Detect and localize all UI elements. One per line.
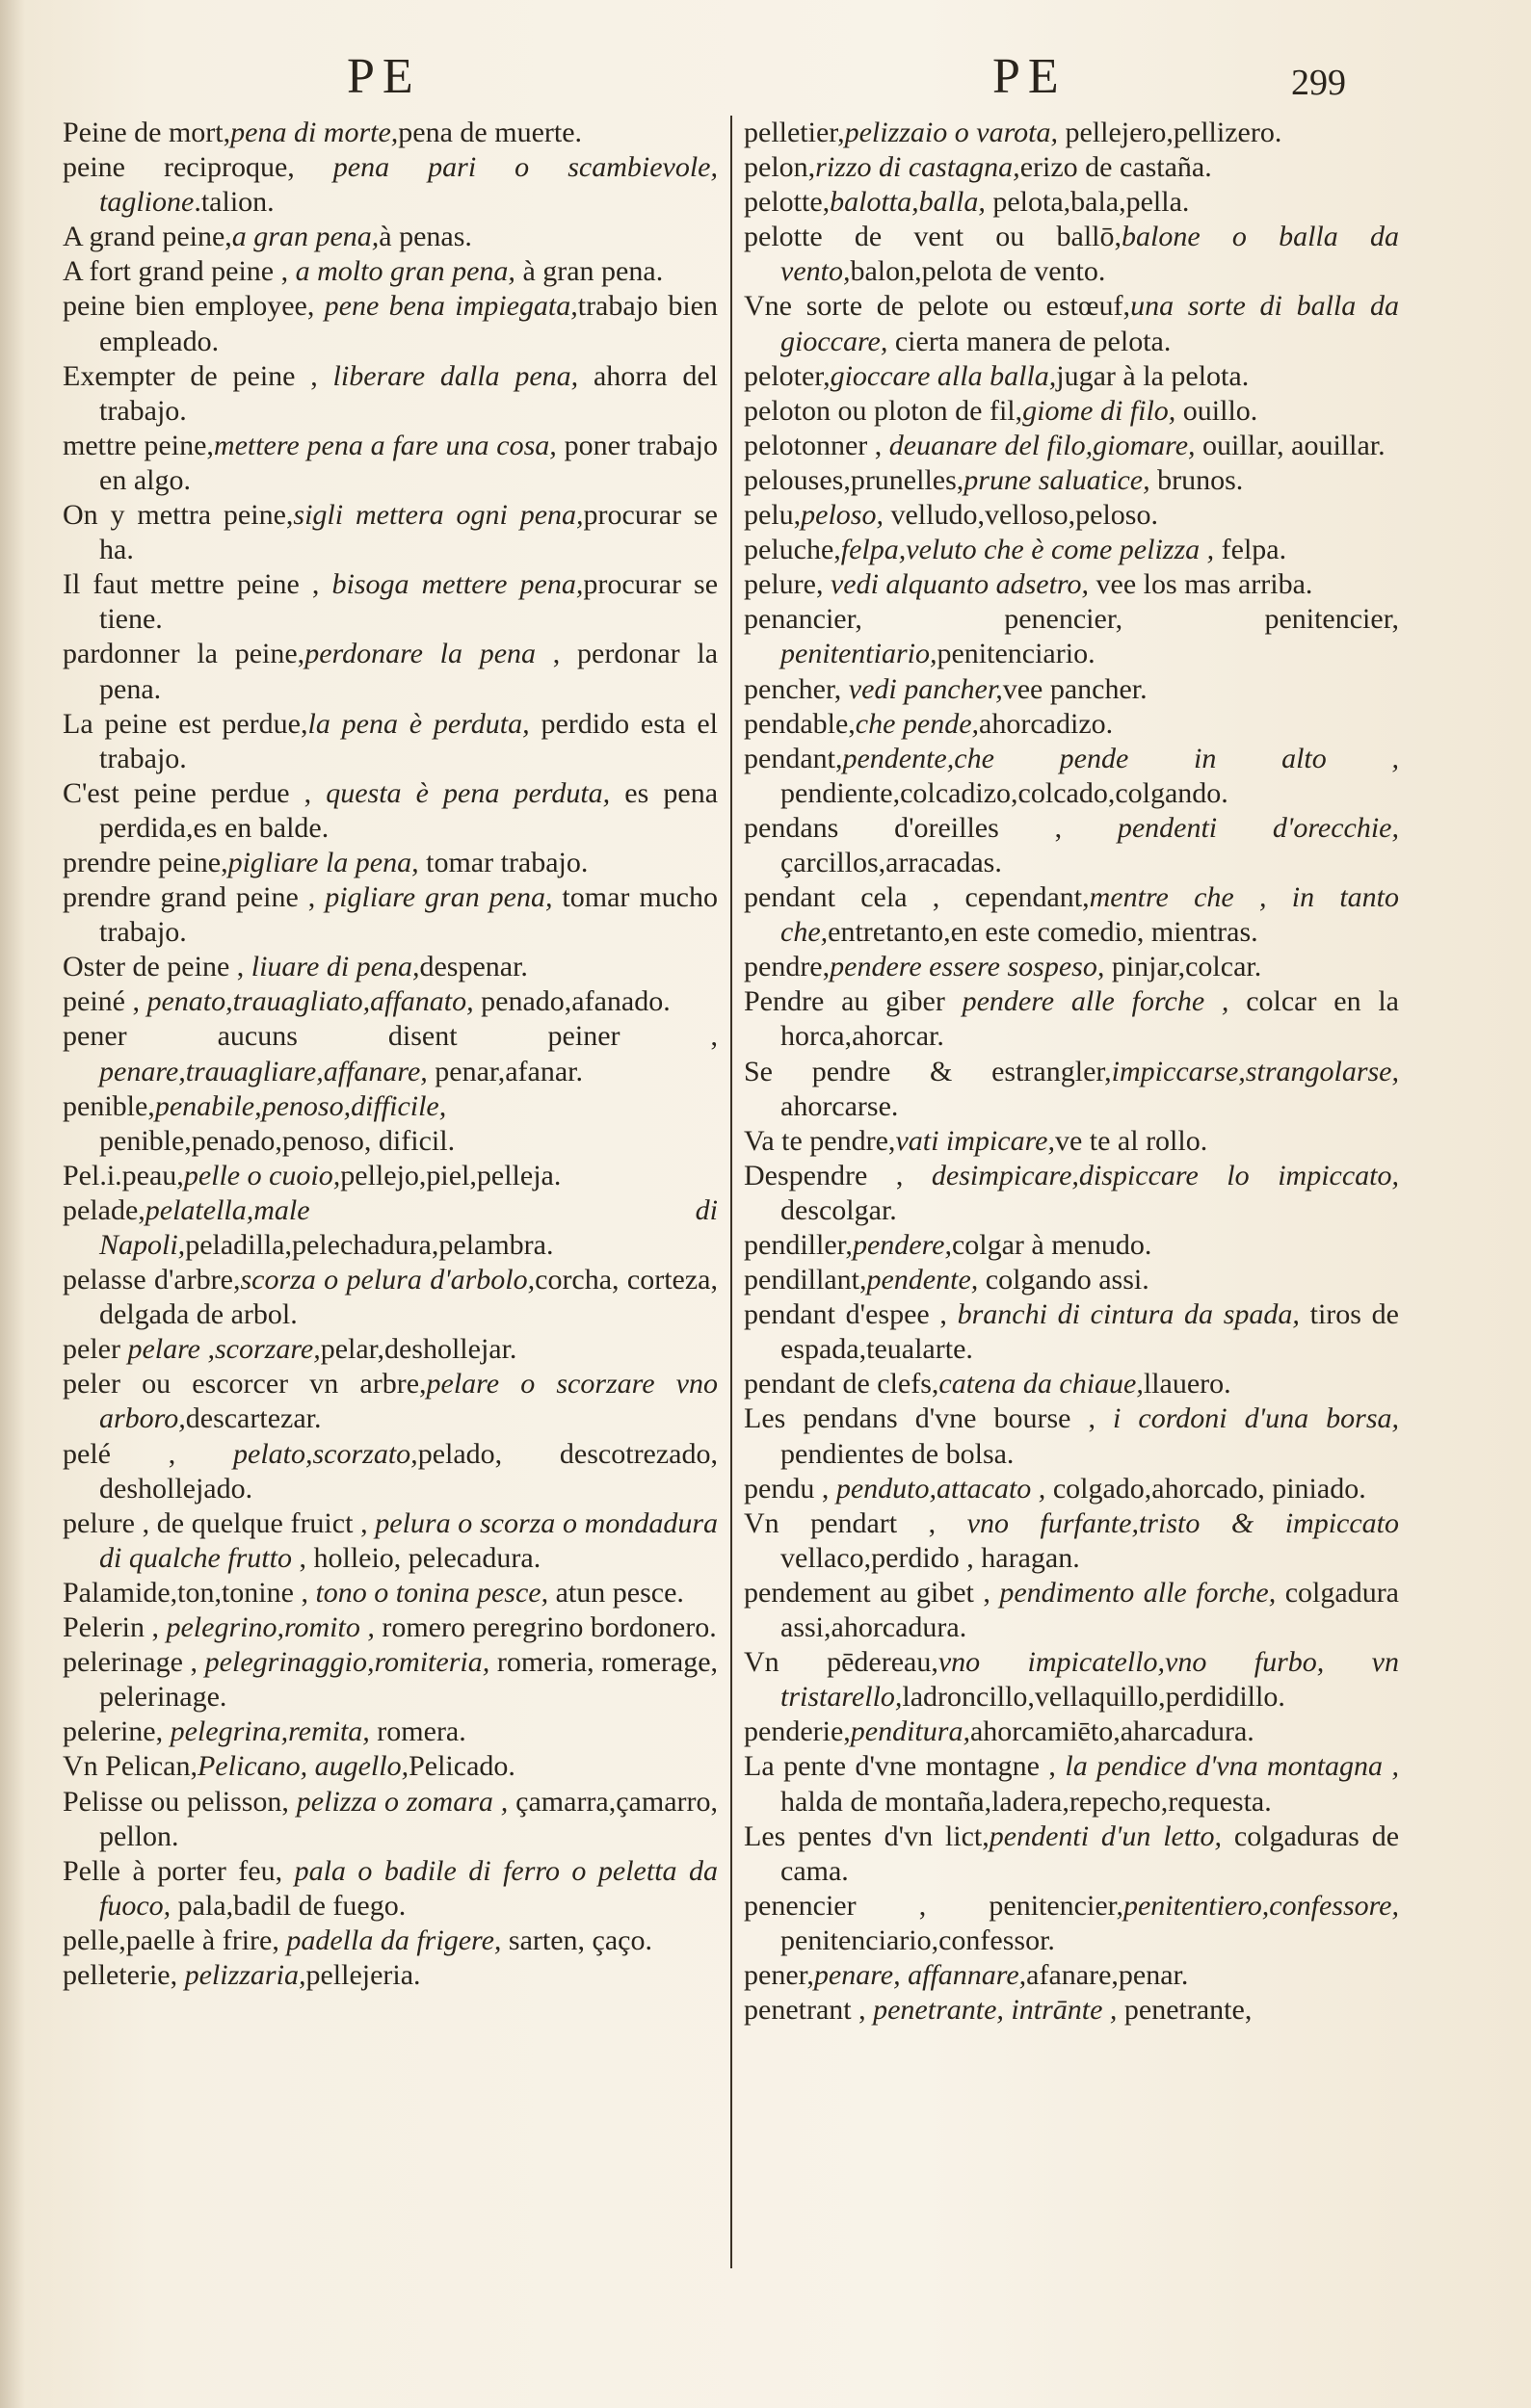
dictionary-entry [63, 220, 718, 254]
entry-italian: penitentiario, [780, 638, 937, 670]
dictionary-entry [63, 429, 718, 498]
entry-french: pelure , de quelque fruict , [63, 1506, 376, 1539]
entry-italian: a molto gran pena, [295, 255, 515, 288]
entry-french: Vn Pelican, [63, 1750, 198, 1783]
left-column [63, 116, 718, 1993]
dictionary-entry [63, 1610, 718, 1645]
dictionary-entry [744, 116, 1399, 150]
entry-italian: a gran pena, [231, 221, 380, 253]
dictionary-entry [63, 1019, 718, 1088]
entry-french: peler ou escorcer vn arbre, [63, 1368, 427, 1400]
dictionary-entry [63, 254, 718, 289]
entry-spanish: procurar se tiene. [99, 568, 719, 636]
entry-italian: balotta,balla, [830, 186, 986, 219]
entry-spanish: velludo,velloso,peloso. [883, 499, 1158, 532]
dictionary-entry [63, 846, 718, 880]
dictionary-entry [744, 1506, 1399, 1576]
entry-french: Vn pendart , [744, 1506, 967, 1539]
running-head-left: PE [347, 49, 421, 104]
entry-spanish: pala,badil de fuego. [171, 1889, 407, 1922]
dictionary-entry [744, 1714, 1399, 1749]
entry-spanish: , holleio, pelecadura. [291, 1541, 541, 1574]
entry-spanish: vee los mas arriba. [1089, 568, 1313, 601]
entry-french: pelotte de vent ou ballō, [744, 221, 1122, 253]
entry-french: pelotte, [744, 186, 831, 219]
entry-spanish: penado,afanado. [473, 985, 671, 1018]
entry-italian: pendere, [852, 1229, 952, 1261]
entry-french: pelade, [63, 1193, 145, 1226]
entry-spanish: romera. [369, 1715, 466, 1748]
entry-spanish: ouillo. [1175, 394, 1258, 427]
entry-french: A grand peine, [63, 221, 232, 253]
entry-spanish: peladilla,pelechadura,pelambra. [185, 1229, 554, 1261]
entry-french: Pel.i.peau, [63, 1159, 184, 1191]
dictionary-entry [63, 1749, 718, 1784]
entry-french: Vn pēdereau, [744, 1646, 938, 1679]
dictionary-entry [63, 1193, 718, 1263]
dictionary-entry [63, 776, 718, 846]
dictionary-entry [63, 950, 718, 984]
entry-spanish: colgando assi. [978, 1264, 1149, 1296]
entry-french: Exempter de peine , [63, 359, 333, 392]
entry-italian: penditura, [850, 1715, 970, 1748]
dictionary-entry [744, 1958, 1399, 1993]
entry-spanish: corcha, corteza, delgada de arbol. [99, 1264, 718, 1331]
entry-italian: pendenti d'un letto, [989, 1819, 1223, 1852]
entry-italian: pelegrino,romito , [166, 1611, 375, 1644]
entry-italian: pelare ,scorzare, [127, 1333, 321, 1366]
dictionary-entry [744, 1401, 1399, 1471]
entry-french: pelu, [744, 499, 802, 532]
entry-french: Palamide,ton,tonine , [63, 1576, 316, 1609]
entry-spanish: pinjar,colcar. [1104, 951, 1262, 983]
entry-spanish: trabajo bien empleado. [99, 290, 718, 357]
dictionary-entry [744, 289, 1399, 358]
entry-italian: pelizzaio o varota, [844, 117, 1058, 148]
entry-spanish: descolgar. [780, 1193, 897, 1226]
entry-french: A fort grand peine , [63, 255, 296, 288]
entry-spanish: , perdonar la pena. [99, 638, 719, 705]
entry-spanish: romeria, romerage, pelerinage. [99, 1646, 719, 1714]
entry-french: penencier , penitencier, [744, 1889, 1123, 1922]
entry-italian: pelura o scorza o mondadura di qualche frutto [99, 1506, 718, 1574]
entry-french: La pente d'vne montagne , [744, 1750, 1066, 1783]
entry-italian: penabile,penoso,difficile, [154, 1089, 447, 1122]
dictionary-entry [744, 1819, 1399, 1889]
dictionary-entry [63, 637, 718, 706]
dictionary-entry [63, 1854, 718, 1924]
entry-italian: tono o tonina pesce, [315, 1576, 549, 1609]
entry-italian: sigli mettera ogni pena, [293, 499, 584, 532]
dictionary-entry [744, 1993, 1399, 2028]
entry-italian: branchi di cintura da spada, [957, 1298, 1300, 1331]
entry-spanish: çamarra,çamarro, pellon. [99, 1785, 718, 1852]
dictionary-entry [63, 984, 718, 1019]
entry-french: C'est peine perdue , [63, 776, 327, 809]
entry-french: pelerine, [63, 1715, 171, 1748]
entry-italian: pendimento alle forche, [999, 1576, 1277, 1609]
entry-french: On y mettra peine, [63, 499, 294, 532]
entry-italian: mettere pena a fare una cosa, [213, 429, 557, 461]
entry-french: Pendre au giber [744, 985, 963, 1018]
entry-spanish: colgadura assi,ahorcadura. [780, 1576, 1399, 1644]
entry-italian: pena pari o scambievole, taglione [99, 151, 718, 219]
dictionary-entry [63, 1367, 718, 1436]
dictionary-entry [63, 1437, 718, 1506]
dictionary-entry [63, 116, 718, 150]
entry-italian: vati impicare, [895, 1124, 1055, 1157]
entry-italian: balone o balla da vento, [780, 221, 1399, 288]
dictionary-entry [744, 359, 1399, 394]
entry-spanish: ahorcadizo. [979, 707, 1114, 740]
entry-french: penancier, penencier, penitencier, [744, 603, 1399, 636]
entry-french: Les pentes d'vn lict, [744, 1819, 990, 1852]
entry-spanish: afanare,penar. [1026, 1958, 1189, 1991]
entry-french: Il faut mettre peine , [63, 568, 332, 601]
entry-italian: impiccarse,strangolarse, [1111, 1055, 1399, 1087]
entry-italian: questa è pena perduta, [326, 776, 611, 809]
entry-spanish: balon,pelota de vento. [850, 255, 1106, 288]
entry-spanish: à penas. [379, 221, 472, 253]
dictionary-entry [63, 1958, 718, 1993]
entry-french: peine bien employee, [63, 290, 325, 323]
entry-italian: pendere alle forche , [962, 985, 1229, 1018]
entry-italian: i cordoni d'una borsa, [1113, 1402, 1399, 1435]
entry-french: Vne sorte de pelote ou estœuf, [744, 290, 1131, 323]
entry-spanish: llauero. [1143, 1368, 1231, 1400]
entry-italian: peloso, [801, 499, 884, 532]
entry-italian: pelegrinaggio,romiteria, [204, 1646, 490, 1679]
entry-spanish: vee pancher. [1002, 672, 1148, 705]
entry-italian: pendenti d'orecchie, [1117, 811, 1399, 844]
entry-french: prendre grand peine , [63, 881, 326, 914]
entry-spanish: tomar mucho trabajo. [99, 881, 718, 949]
entry-french: Les pendans d'vne bourse , [744, 1402, 1114, 1435]
dictionary-entry [744, 742, 1399, 811]
dictionary-entry [744, 1889, 1399, 1958]
entry-italian: perdonare la pena [304, 638, 537, 670]
entry-italian: pigliare gran pena, [325, 881, 553, 914]
entry-spanish: romero peregrino bordonero. [374, 1611, 717, 1644]
dictionary-entry [63, 1924, 718, 1958]
entry-italian: pelatella,male di Napoli, [99, 1193, 718, 1261]
entry-italian: felpa,veluto che è come pelizza , [840, 534, 1215, 566]
entry-spanish: colgado,ahorcado, piniado. [1045, 1472, 1366, 1505]
entry-italian: vedi pancher, [848, 672, 1003, 705]
dictionary-entry [744, 880, 1399, 950]
entry-spanish: penetrante, [1117, 1994, 1253, 2027]
entry-french: pelasse d'arbre, [63, 1264, 241, 1296]
entry-spanish: penitenciario,confessor. [780, 1924, 1055, 1956]
entry-italian: giome di filo, [1022, 394, 1176, 427]
entry-spanish: procurar se ha. [99, 499, 718, 566]
entry-spanish: ouillar, aouillar. [1195, 429, 1386, 461]
entry-italian: catena da chiaue, [938, 1368, 1144, 1400]
dictionary-entry [744, 1124, 1399, 1159]
entry-french: peine reciproque, [63, 151, 333, 184]
entry-italian: la pena è perduta, [307, 707, 530, 740]
dictionary-entry [63, 880, 718, 950]
dictionary-entry [63, 567, 718, 637]
entry-italian: liberare dalla pena, [332, 359, 579, 392]
entry-italian: padella da frigere, [286, 1924, 502, 1956]
dictionary-entry [744, 533, 1399, 567]
entry-spanish: descartezar. [185, 1402, 322, 1435]
entry-spanish: cierta manera de pelota. [887, 325, 1172, 357]
entry-spanish: atun pesce. [548, 1576, 684, 1609]
entry-french: pelleterie, [63, 1958, 185, 1991]
entry-french: pendant cela , cependant, [744, 881, 1090, 914]
dictionary-entry [63, 1089, 718, 1159]
entry-french: Pelerin , [63, 1611, 167, 1644]
entry-italian: desimpicare,dispiccare lo impiccato, [931, 1159, 1399, 1191]
entry-french: penetrant , [744, 1994, 874, 2027]
entry-french: pendillant, [744, 1264, 867, 1296]
entry-french: penderie, [744, 1715, 851, 1748]
dictionary-entry [63, 1159, 718, 1193]
entry-spanish: colcar en la horca,ahorcar. [780, 985, 1399, 1053]
entry-spanish: penar,afanar. [427, 1055, 583, 1087]
entry-spanish: ladroncillo,vellaquillo,perdidillo. [902, 1681, 1285, 1714]
entry-spanish: ve te al rollo. [1054, 1124, 1208, 1157]
entry-french: Pelle à porter feu, [63, 1854, 295, 1887]
dictionary-entry [744, 811, 1399, 880]
entry-french: Peine de mort, [63, 117, 231, 148]
dictionary-entry [744, 150, 1399, 185]
entry-spanish: perdido esta el trabajo. [99, 707, 718, 774]
entry-french: Despendre , [744, 1159, 932, 1191]
entry-italian: liuare di pena, [251, 951, 420, 983]
dictionary-entry [744, 463, 1399, 498]
entry-spanish: pendientes de bolsa. [780, 1437, 1015, 1470]
entry-spanish: pelar,deshollejar. [320, 1333, 517, 1366]
entry-spanish: sarten, çaço. [501, 1924, 652, 1956]
entry-french: pendable, [744, 707, 856, 740]
entry-spanish: jugar à la pelota. [1056, 359, 1250, 392]
entry-french: penible, [63, 1089, 155, 1122]
entry-italian: pelare o scorzare vno arboro, [99, 1368, 718, 1435]
entry-french: Pelisse ou pelisson, [63, 1785, 297, 1818]
entry-italian: penetrante, intrānte , [873, 1994, 1118, 2027]
entry-french: pendant, [744, 742, 843, 774]
entry-italian: penduto,attacato , [835, 1472, 1046, 1505]
entry-italian: bisoga mettere pena, [331, 568, 584, 601]
entry-french: Se pendre & estrangler, [744, 1055, 1112, 1087]
entry-french: pelé , [63, 1437, 234, 1470]
entry-spanish: pelado, descotrezado, deshollejado. [99, 1437, 719, 1505]
running-head-right: PE [992, 49, 1067, 104]
column-divider [730, 116, 732, 2268]
dictionary-entry [63, 359, 718, 429]
dictionary-entry [744, 567, 1399, 602]
entry-spanish: ahorcarse. [780, 1089, 899, 1122]
entry-french: pendre, [744, 951, 831, 983]
dictionary-entry [744, 185, 1399, 220]
entry-french: pendiller, [744, 1229, 853, 1261]
entry-italian: Pelicano, augello, [197, 1750, 409, 1783]
entry-french: pendant d'espee , [744, 1298, 958, 1331]
entry-spanish: felpa. [1214, 534, 1287, 566]
entry-italian: pene bena impiegata, [324, 290, 578, 323]
entry-french: pardonner la peine, [63, 638, 305, 670]
entry-italian: pendente,che pende in alto , [842, 742, 1399, 774]
entry-italian: vedi alquanto adsetro, [830, 568, 1089, 601]
entry-spanish: pendiente,colcadizo,colcado,colgando. [780, 776, 1228, 809]
entry-spanish: brunos. [1149, 463, 1244, 496]
dictionary-entry [63, 1645, 718, 1714]
dictionary-entry [744, 602, 1399, 671]
entry-spanish: poner trabajo en algo. [99, 429, 718, 496]
entry-french: pener aucuns disent peiner , [63, 1020, 718, 1053]
entry-italian: la pendice d'vna montagna , [1065, 1750, 1399, 1783]
entry-italian: scorza o pelura d'arbolo, [240, 1264, 536, 1296]
dictionary-entry [63, 1785, 718, 1854]
dictionary-entry [744, 1472, 1399, 1506]
entry-spanish: à gran pena. [515, 255, 664, 288]
entry-french: pelletier, [744, 117, 845, 148]
dictionary-entry [744, 672, 1399, 707]
dictionary-entry [744, 1228, 1399, 1263]
entry-italian: pelizzaria, [184, 1958, 306, 1991]
entry-italian: rizzo di castagna, [815, 151, 1020, 184]
entry-italian: pelato,scorzato, [233, 1437, 418, 1470]
dictionary-entry [63, 498, 718, 567]
entry-spanish: erizo de castaña. [1019, 151, 1212, 184]
entry-spanish: tomar trabajo. [418, 846, 589, 878]
dictionary-entry [744, 220, 1399, 289]
entry-italian: una sorte di balla da gioccare, [780, 290, 1399, 357]
entry-italian: pigliare la pena, [227, 846, 419, 878]
entry-italian: pelle o cuoio, [183, 1159, 341, 1191]
entry-italian: che pende, [855, 707, 980, 740]
entry-spanish: pena de muerte. [398, 117, 583, 148]
entry-french: Va te pendre, [744, 1124, 896, 1157]
entry-french: pendans d'oreilles , [744, 811, 1118, 844]
entry-spanish: pellejero,pellizero. [1057, 117, 1282, 148]
entry-italian: penare,trauagliare,affanare, [99, 1055, 428, 1087]
entry-italian: penitentiero,confessore, [1122, 1889, 1399, 1922]
entry-french: pelerinage , [63, 1646, 205, 1679]
dictionary-entry [744, 950, 1399, 984]
entry-spanish: penible,penado,penoso, dificil. [99, 1124, 456, 1157]
entry-french: pelouses,prunelles, [744, 463, 964, 496]
entry-spanish: Pelicado. [409, 1750, 515, 1783]
entry-spanish: çarcillos,arracadas. [780, 846, 1002, 878]
dictionary-entry [744, 707, 1399, 742]
dictionary-entry [744, 984, 1399, 1054]
dictionary-entry [744, 1263, 1399, 1297]
entry-french: peluche, [744, 534, 841, 566]
entry-italian: penato,trauagliato,affanato, [146, 985, 474, 1018]
entry-french: pendement au gibet , [744, 1576, 1000, 1609]
entry-italian: penare, affannare, [813, 1958, 1027, 1991]
dictionary-entry [63, 289, 718, 358]
entry-french: mettre peine, [63, 429, 214, 461]
dictionary-entry [744, 1297, 1399, 1367]
entry-french: pendant de clefs, [744, 1368, 939, 1400]
entry-french: peloton ou ploton de fil, [744, 394, 1023, 427]
dictionary-entry [63, 1714, 718, 1749]
entry-italian: gioccare alla balla, [830, 359, 1057, 392]
entry-italian: vno impicatello,vno furbo, vn tristarello, [780, 1646, 1399, 1714]
entry-spanish: ahorra del trabajo. [99, 359, 718, 427]
entry-spanish: es pena perdida,es en balde. [99, 776, 719, 844]
dictionary-entry [63, 1263, 718, 1332]
entry-french: pelotonner , [744, 429, 889, 461]
dictionary-entry [744, 1367, 1399, 1401]
entry-italian: pelegrina,remita, [170, 1715, 370, 1748]
right-column [744, 116, 1399, 2028]
entry-italian: deuanare del filo,giomare, [888, 429, 1196, 461]
entry-spanish: colgaduras de cama. [780, 1819, 1400, 1887]
entry-italian: pena di morte, [230, 117, 399, 148]
dictionary-entry [63, 150, 718, 220]
entry-italian: mentre che , in tanto che, [780, 881, 1400, 949]
entry-french: pencher, [744, 672, 849, 705]
entry-italian: pala o badile di ferro o peletta da fuoco, [99, 1854, 718, 1922]
entry-spanish: despenar. [419, 951, 528, 983]
dictionary-entry [744, 498, 1399, 533]
dictionary-entry [744, 1749, 1399, 1819]
dictionary-entry [63, 1506, 718, 1576]
entry-spanish: tiros de espada,teualarte. [780, 1298, 1399, 1366]
entry-french: peiné , [63, 985, 147, 1018]
entry-french: pelure, [744, 568, 831, 601]
entry-spanish: penitenciario. [937, 638, 1095, 670]
entry-spanish: halda de montaña,ladera,repecho,requesta. [780, 1785, 1272, 1818]
entry-spanish: ahorcamiēto,aharcadura. [969, 1715, 1254, 1748]
page-number: 299 [1291, 63, 1346, 103]
entry-italian: pendente, [866, 1264, 979, 1296]
entry-french: pelle,paelle à frire, [63, 1924, 287, 1956]
entry-spanish: pelota,bala,pella. [985, 186, 1190, 219]
dictionary-entry [744, 1159, 1399, 1228]
entry-french: pelon, [744, 151, 816, 184]
dictionary-entry [63, 707, 718, 776]
entry-spanish: colgar à menudo. [951, 1229, 1152, 1261]
page-edge-shadow [0, 0, 25, 2408]
dictionary-entry [744, 394, 1399, 429]
entry-french: pener, [744, 1958, 814, 1991]
entry-spanish: pellejeria. [305, 1958, 421, 1991]
entry-spanish: pellejo,piel,pelleja. [340, 1159, 562, 1191]
entry-italian: pelizza o zomara , [296, 1785, 509, 1818]
dictionary-entry [744, 1645, 1399, 1714]
entry-spanish: .talion. [194, 186, 275, 219]
entry-french: peler [63, 1333, 128, 1366]
dictionary-entry [744, 429, 1399, 463]
entry-italian: pendere essere sospeso, [830, 951, 1105, 983]
entry-french: pendu , [744, 1472, 836, 1505]
dictionary-entry [63, 1576, 718, 1610]
entry-italian: prune saluatice, [963, 463, 1150, 496]
entry-french: La peine est perdue, [63, 707, 308, 740]
entry-french: Oster de peine , [63, 951, 251, 983]
entry-french: prendre peine, [63, 846, 228, 878]
dictionary-entry [63, 1332, 718, 1367]
entry-spanish: vellaco,perdido , haragan. [780, 1541, 1080, 1574]
entry-italian: vno furfante,tristo & impiccato [966, 1506, 1399, 1539]
entry-french: peloter, [744, 359, 831, 392]
entry-spanish: entretanto,en este comedio, mientras. [828, 916, 1258, 949]
dictionary-entry [744, 1055, 1399, 1124]
dictionary-entry [744, 1576, 1399, 1645]
